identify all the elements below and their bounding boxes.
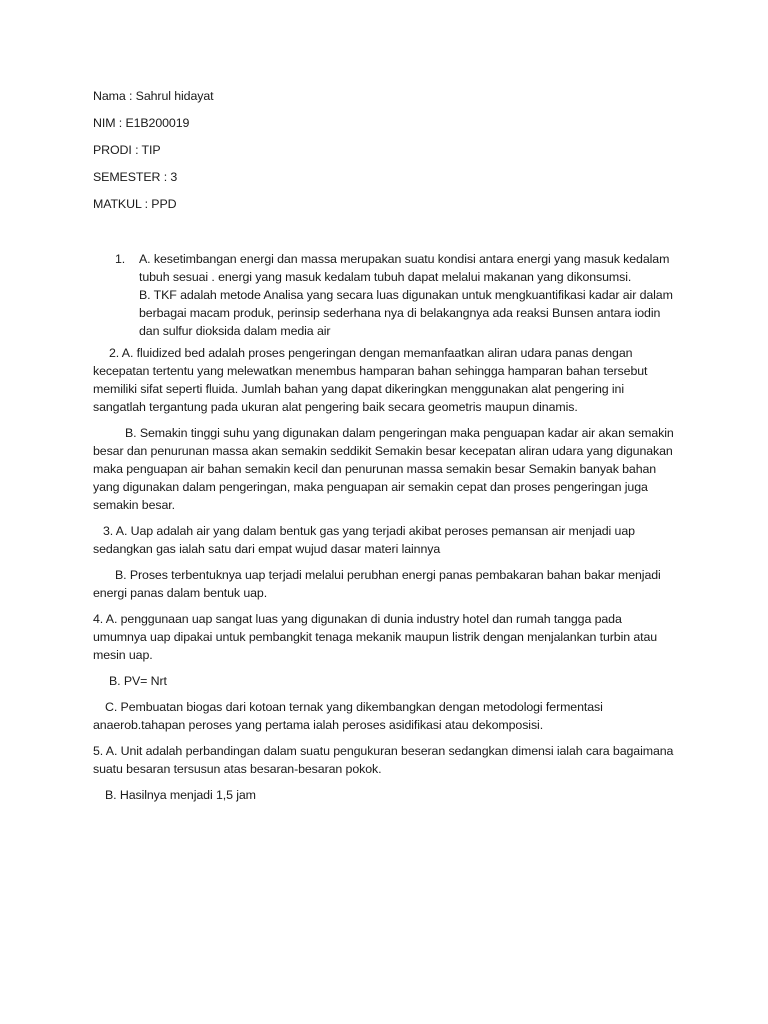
section-spacer bbox=[93, 222, 678, 250]
answer-3b: B. Proses terbentuknya uap terjadi melalui perubhan energi panas pembakaran bahan bakar menjadi energi panas dalam bentuk uap. bbox=[93, 568, 661, 600]
student-nim: NIM : E1B200019 bbox=[93, 116, 190, 130]
answer-4c: C. Pembuatan biogas dari kotoan ternak yang dikembangkan dengan metodologi fermentasi anaerob.tahapan peroses yang pertama ialah peroses asidifikasi atau dekomposisi. bbox=[93, 700, 603, 732]
answer-1b: B. TKF adalah metode Analisa yang secara luas digunakan untuk mengkuantifikasi kadar air dalam berbagai macam produk, perinsip sederhana nya di belakangnya ada reaksi Bunsen antara iodin dan sulfur dioksida dalam media air bbox=[139, 288, 673, 338]
answer-1a: A. kesetimbangan energi dan massa merupakan suatu kondisi antara energi yang masuk kedalam tubuh sesuai . energi yang masuk kedalam tubuh dapat melalui makanan yang dikonsumsi. bbox=[139, 252, 670, 284]
course-matkul: MATKUL : PPD bbox=[93, 197, 177, 211]
student-name: Nama : Sahrul hidayat bbox=[93, 89, 214, 103]
answer-1-number: 1. bbox=[115, 252, 126, 266]
answer-2b: B. Semakin tinggi suhu yang digunakan dalam pengeringan maka penguapan kadar air akan semakin besar dan penurunan massa akan semakin seddikit Semakin besar kecepatan aliran udara yang digunakan maka penguapan air bahan semakin kecil dan penurunan massa semakin besar Semakin banyak bahan yang digunakan dalam pengeringan, maka penguapan air semakin cepat dan proses pengeringan juga semakin besar. bbox=[93, 426, 674, 512]
answer-3a: 3. A. Uap adalah air yang dalam bentuk gas yang terjadi akibat peroses pemansan air menjadi uap sedangkan gas ialah satu dari empat wujud dasar materi lainnya bbox=[93, 524, 635, 556]
answer-2a: 2. A. fluidized bed adalah proses pengeringan dengan memanfaatkan aliran udara panas dengan kecepatan tertentu yang melewatkan menembus hamparan bahan sehingga hamparan bahan tersebut memiliki sifat seperti fluida. Jumlah bahan yang dapat dikeringkan menggunakan alat pengering ini sangatlah tergantung pada ukuran alat pengering baik secara geometris maupun dinamis. bbox=[93, 346, 648, 414]
document-body bbox=[93, 87, 678, 812]
answer-5a: 5. A. Unit adalah perbandingan dalam suatu pengukuran beseran sedangkan dimensi ialah cara bagaimana suatu besaran tersusun atas besaran-besaran pokok. bbox=[93, 744, 674, 776]
student-prodi: PRODI : TIP bbox=[93, 143, 161, 157]
answer-4b: B. PV= Nrt bbox=[109, 674, 167, 688]
answer-1 bbox=[93, 250, 678, 340]
answer-5b: B. Hasilnya menjadi 1,5 jam bbox=[105, 788, 256, 802]
answer-4a: 4. A. penggunaan uap sangat luas yang digunakan di dunia industry hotel dan rumah tangga pada umumnya uap dipakai untuk pembangkit tenaga mekanik maupun listrik dengan menjalankan turbin atau mesin uap. bbox=[93, 612, 658, 662]
student-semester: SEMESTER : 3 bbox=[93, 170, 178, 184]
